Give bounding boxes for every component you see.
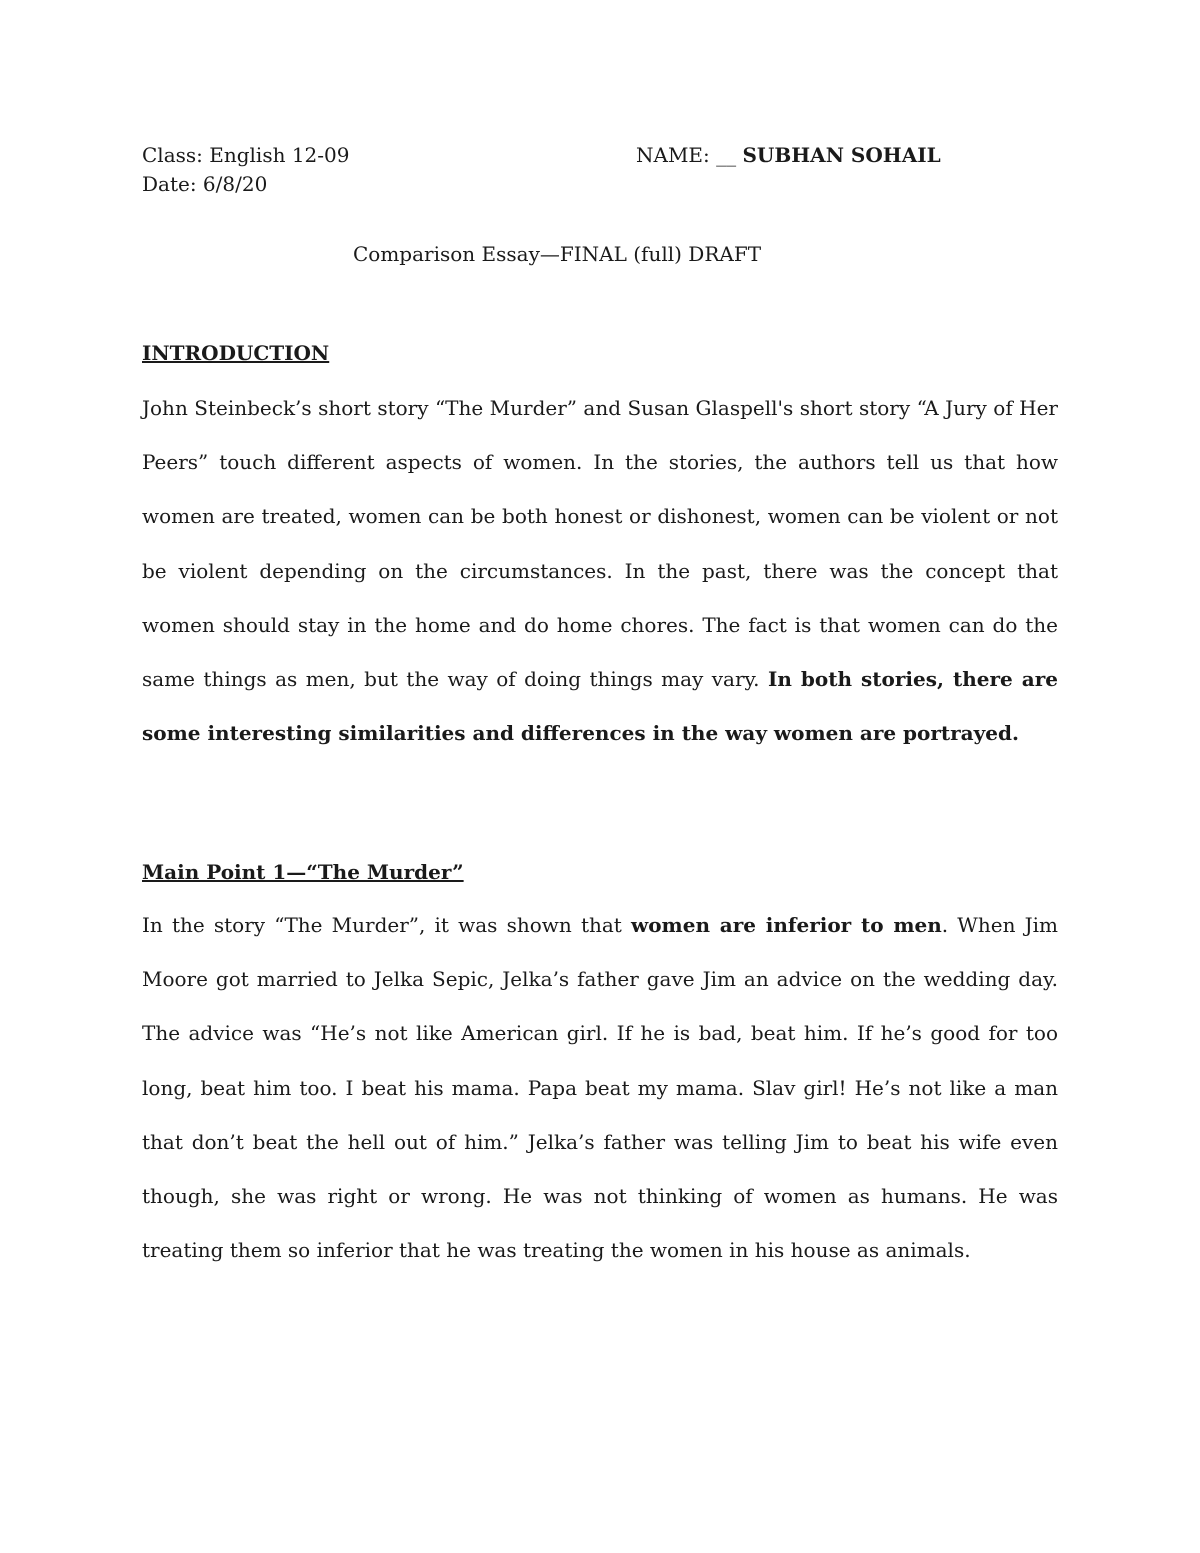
main-point-1-heading: Main Point 1—“The Murder” — [142, 860, 464, 884]
main-point-1-paragraph — [142, 898, 1058, 1277]
introduction-text: John Steinbeck’s short story “The Murder” and Susan Glaspell's short story “A Jury of Her Peers” touch different aspects of women. In the stories, the authors tell us that how women are treated, women can be both honest or dishonest, women can be violent or not be violent depending on the circumstances. In the past, there was the concept that women should stay in the home and do home chores. The fact is that women can do the same things as men, but the way of doing things may vary. — [142, 396, 1058, 692]
name-value: SUBHAN SOHAIL — [742, 143, 941, 167]
date-line: Date: 6/8/20 — [142, 172, 268, 196]
thesis-statement: In both stories, there are some interesting similarities and differences in the way women are portrayed. — [142, 667, 1058, 746]
introduction-heading: INTRODUCTION — [142, 341, 330, 365]
main-point-1-text-before: In the story “The Murder”, it was shown that — [142, 913, 631, 937]
essay-title: Comparison Essay—FINAL (full) DRAFT — [353, 242, 762, 266]
name-line — [636, 141, 941, 169]
name-label: NAME: __ — [636, 143, 737, 167]
main-point-1-claim: women are inferior to men — [631, 913, 942, 937]
class-line: Class: English 12-09 — [142, 143, 350, 167]
main-point-1-text-after: . When Jim Moore got married to Jelka Sepic, Jelka’s father gave Jim an advice on the wedding day. The advice was “He’s not like American girl. If he is bad, beat him. If he’s good for too long, beat him too. I beat his mama. Papa beat my mama. Slav girl! He’s not like a man that don’t beat the hell out of him.” Jelka’s father was telling Jim to beat his wife even though, she was right or wrong. He was not thinking of women as humans. He was treating them so inferior that he was treating the women in his house as animals. — [142, 913, 1058, 1263]
introduction-paragraph — [142, 381, 1058, 760]
